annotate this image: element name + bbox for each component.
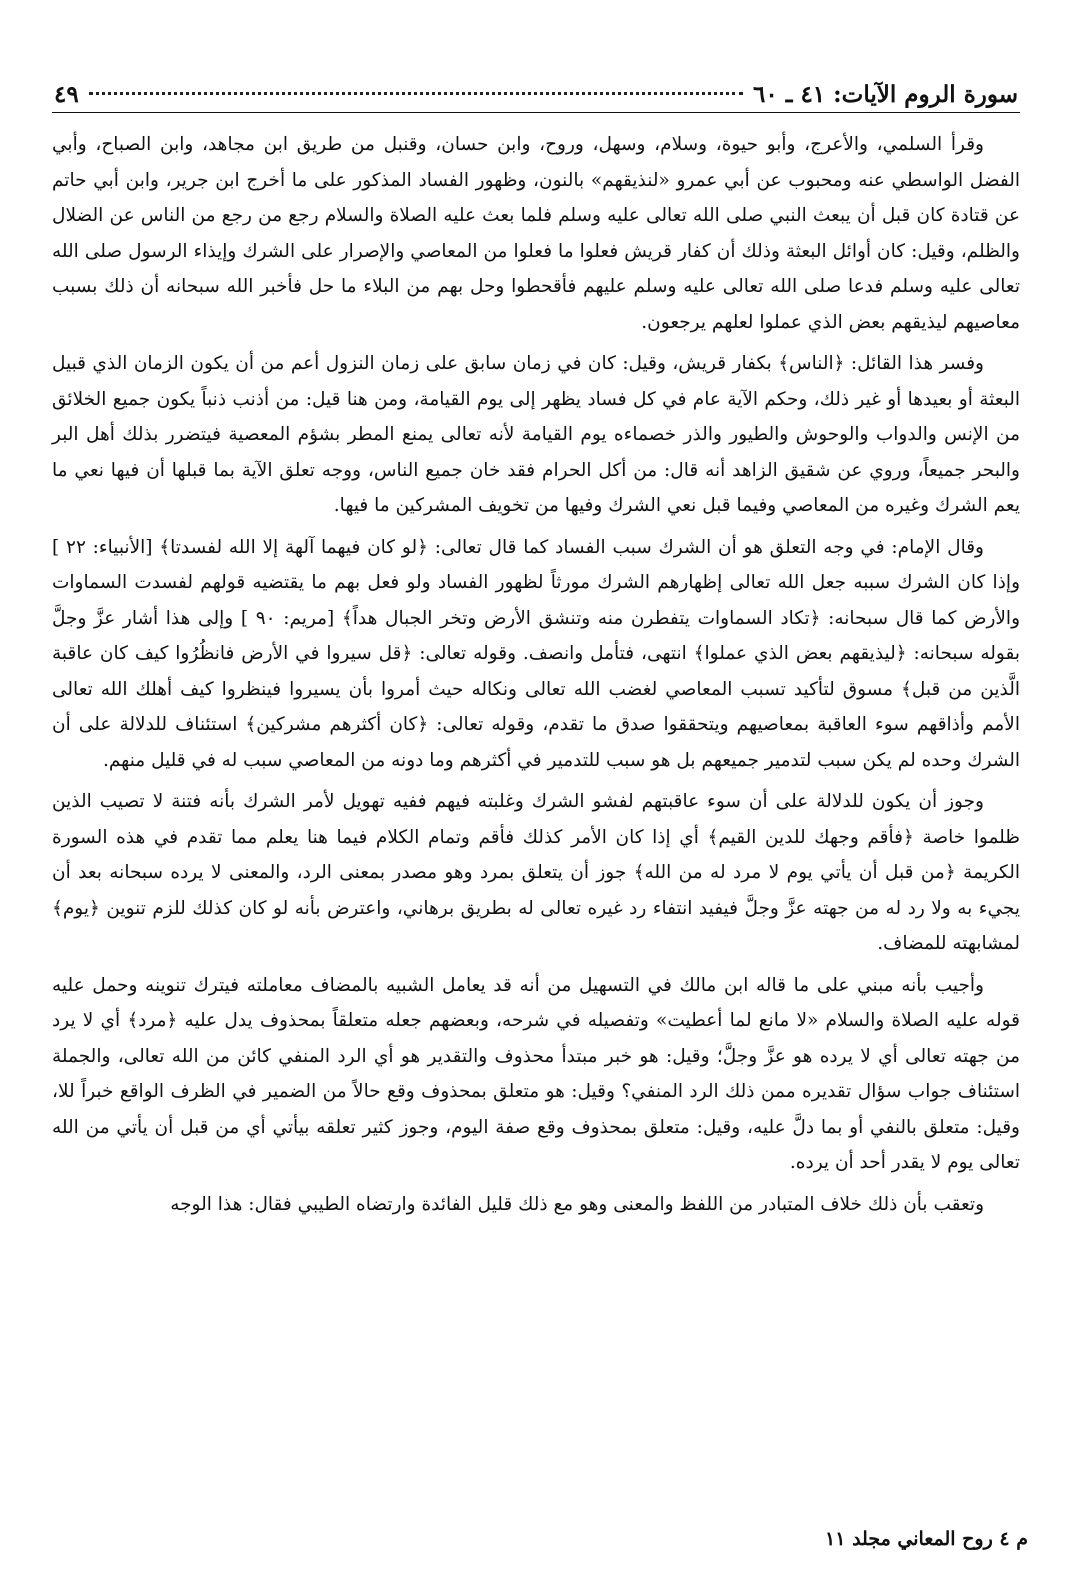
surah-title: سورة الروم الآيات: ٤١ ـ ٦٠ (752, 81, 1018, 108)
paragraph: وجوز أن يكون للدلالة على أن سوء عاقبتهم لفشو الشرك وغلبته فيهم ففيه تهويل لأمر الشرك بأنه فتنة لا تصيب الذين ظلموا خاصة ﴿فأقم وجهك للدين القيم﴾ أي إذا كان الأمر كذلك فأقم وتمام الكلام فيما هنا يعلم مما تقدم في هذه السورة الكريمة ﴿من قبل أن يأتي يوم لا مرد له من الله﴾ جوز أن يتعلق بمرد وهو مصدر بمعنى الرد، والمعنى لا يرده سبحانه بعد أن يجيء به ولا رد له من جهته عزَّ وجلَّ فيفيد انتفاء رد غيره تعالى له بطريق برهاني، واعترض بأنه لو كان كذلك للزم تنوين ﴿يوم﴾ لمشابهته للمضاف. (52, 791, 1020, 954)
page-body (52, 127, 1020, 1222)
paragraph: وأجيب بأنه مبني على ما قاله ابن مالك في التسهيل من أنه قد يعامل الشبيه بالمضاف معاملته فيترك تنوينه وحمل عليه قوله عليه الصلاة والسلام «لا مانع لما أعطيت» وتفصيله في شرحه، وبعضهم جعله متعلقاً بمحذوف يدل عليه ﴿مرد﴾ أي لا يرد من جهته تعالى أي لا يرده هو عزَّ وجلَّ؛ وقيل: هو خبر مبتدأ محذوف والتقدير هو أي الرد المنفي كائن من الله تعالى، والجملة استئناف جواب سؤال تقديره ممن ذلك الرد المنفي؟ وقيل: هو متعلق بمحذوف وقع حالاً من الضمير في الظرف الواقع خبراً للا، وقيل: متعلق بالنفي أو بما دلَّ عليه، وقيل: متعلق بمحذوف وقع صفة اليوم، وجوز كثير تعلقه بيأتي أي من قبل أن يأتي من الله تعالى يوم لا يقدر أحد أن يرده. (52, 974, 1020, 1173)
header-leader-dots (89, 84, 743, 95)
paragraph: وقال الإمام: في وجه التعلق هو أن الشرك سبب الفساد كما قال تعالى: ﴿لو كان فيهما آلهة إلا الله لفسدتا﴾ [الأنبياء: ٢٢ ] وإذا كان الشرك سببه جعل الله تعالى إظهارهم الشرك مورثاً لظهور الفساد ولو فعل بهم ما يقتضيه قولهم لفسدت السماوات والأرض كما قال سبحانه: ﴿تكاد السماوات يتفطرن منه وتنشق الأرض وتخر الجبال هداً﴾ [مريم: ٩٠ ] وإلى هذا أشار عزَّ وجلَّ بقوله سبحانه: ﴿ليذيقهم بعض الذي عملوا﴾ انتهى، فتأمل وانصف. وقوله تعالى: ﴿قل سيروا في الأرض فانظُرُوا كيف كان عاقبة الَّذين من قبل﴾ مسوق لتأكيد تسبب المعاصي لغضب الله تعالى ونكاله حيث أمروا بأن يسيروا فينظروا كيف أهلك الله تعالى الأمم وأذاقهم سوء العاقبة بمعاصيهم ويتحققوا صدق ما تقدم، وقوله تعالى: ﴿كان أكثرهم مشركين﴾ استئناف للدلالة على أن الشرك وحده لم يكن سبب لتدمير جميعهم بل هو سبب للتدمير في أكثرهم وما دونه من المعاصي سبب له في قليل منهم. (52, 536, 1021, 771)
paragraph: وقرأ السلمي، والأعرج، وأبو حيوة، وسلام، وسهل، وروح، وابن حسان، وقنبل من طريق ابن مجاهد، وابن الصباح، وأبي الفضل الواسطي عنه ومحبوب عن أبي عمرو «لنذيقهم» بالنون، وظهور الفساد المذكور على ما أخرج ابن جرير، وابن أبي حاتم عن قتادة كان قبل أن يبعث النبي صلى الله تعالى عليه وسلم فلما بعث عليه الصلاة والسلام رجع من رجع من الناس عن الضلال والظلم، وقيل: كان أوائل البعثة وذلك أن كفار قريش فعلوا ما فعلوا من المعاصي والإصرار على الشرك وإيذاء الرسول صلى الله تعالى عليه وسلم فدعا صلى الله تعالى عليه وسلم عليهم فأقحطوا وحل بهم من البلاء ما حل فأخبر الله سبحانه أن ذلك بسبب معاصيهم ليذيقهم بعض الذي عملوا لعلهم يرجعون. (52, 134, 1020, 333)
paragraph: وفسر هذا القائل: ﴿الناس﴾ بكفار قريش، وقيل: كان في زمان سابق على زمان النزول أعم من أن يكون الزمان الذي قبيل البعثة أو بعيدها أو غير ذلك، وحكم الآية عام في كل فساد يظهر إلى يوم القيامة، ومن هنا قيل: من أذنب ذنباً يكون جميع الخلائق من الإنس والدواب والوحوش والطيور والذر خصماءه يوم القيامة لأنه تعالى يمنع المطر بشؤم المعصية فيتضرر بذلك أهل البر والبحر جميعاً، وروي عن شقيق الزاهد أنه قال: من أكل الحرام فقد خان جميع الناس، ووجه تعلق الآية بما قبلها أن فيها نعي ما يعم الشرك وغيره من المعاصي وفيما قبل نعي الشرك وفيها من تخويف المشركين ما فيها. (52, 353, 1020, 516)
running-header (52, 70, 1020, 113)
printer-signature: م ٤ روح المعاني مجلد ١١ (825, 1528, 1028, 1550)
page-number: ٤٩ (54, 81, 79, 108)
paragraph: وتعقب بأن ذلك خلاف المتبادر من اللفظ والمعنى وهو مع ذلك قليل الفائدة وارتضاه الطيبي فقال: هذا الوجه (170, 1193, 984, 1215)
document-page (52, 70, 1020, 1228)
